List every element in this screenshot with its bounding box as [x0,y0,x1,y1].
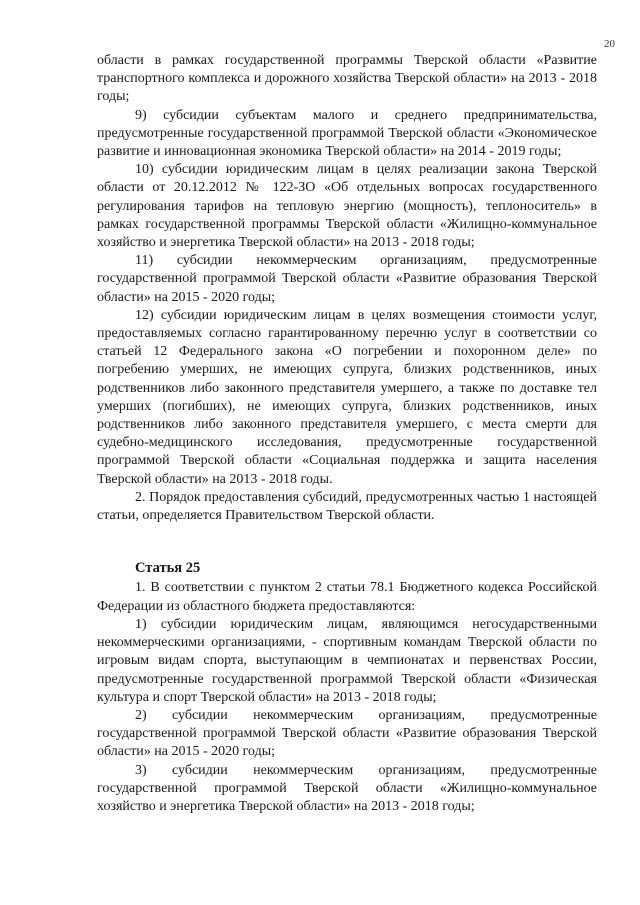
paragraph: 3) субсидии некоммерческим организациям, предусмотренные государственной программой Тверской области «Жилищно-коммунальное хозяйство и энергетика Тверской области» на 2013 - 2018 годы; [97,762,597,814]
paragraph: 2. Порядок предоставления субсидий, предусмотренных частью 1 настоящей статьи, определяется Правительством Тверской области. [97,489,597,524]
paragraph: 10) субсидии юридическим лицам в целях реализации закона Тверской области от 20.12.2012 № 122-ЗО «Об отдельных вопросах государственного регулирования тарифов на тепловую энергию (мощность), теплоноситель» в рамках государственной программы Тверской области «Жилищно-коммунальное хозяйство и энергетика Тверской области» на 2013 - 2018 годы; [97,162,597,251]
paragraph: 12) субсидии юридическим лицам в целях возмещения стоимости услуг, предоставляемых согласно гарантированному перечню услуг в соответствии со статьей 12 Федерального закона «О погребении и похоронном деле» по погребению умерших, не имеющих супруга, близких родственников, иных родственников либо законного представителя умершего, а также по доставке тел умерших (погибших), не имеющих супруга, близких родственников, иных родственников либо законного представителя умершего, с места смерти для судебно-медицинского исследования, предусмотренные государственной программой Тверской области «Социальная поддержка и защита населения Тверской области» на 2013 - 2018 годы. [97,307,597,487]
paragraph: 11) субсидии некоммерческим организациям, предусмотренные государственной программой Тверской области «Развитие образования Тверской области» на 2015 - 2020 годы; [97,253,597,305]
paragraph: области в рамках государственной программы Тверской области «Развитие транспортного комплекса и дорожного хозяйства Тверской области» на 2013 - 2018 годы; [97,53,597,105]
document-body [97,52,597,816]
paragraph: 9) субсидии субъектам малого и среднего предпринимательства, предусмотренные государственной программой Тверской области «Экономическое развитие и инновационная экономика Тверской области» на 2014 - 2019 годы; [97,107,597,160]
article-heading: Статья 25 [135,560,201,577]
top-paragraphs [97,52,597,525]
page-number: 20 [604,38,615,50]
bottom-paragraphs [97,579,597,816]
paragraph: 2) субсидии некоммерческим организациям, предусмотренные государственной программой Тверской области «Развитие образования Тверской области» на 2015 - 2020 годы; [97,707,597,760]
paragraph: 1. В соответствии с пунктом 2 статьи 78.1 Бюджетного кодекса Российской Федерации из областного бюджета предоставляются: [97,580,597,614]
paragraph: 1) субсидии юридическим лицам, являющимся негосударственными некоммерческими организациями, - спортивным командам Тверской области по игровым видам спорта, выступающим в чемпионатах и первенствах России, предусмотренные государственной программой Тверской области «Физическая культура и спорт Тверской области» на 2013 - 2018 годы; [97,616,597,705]
